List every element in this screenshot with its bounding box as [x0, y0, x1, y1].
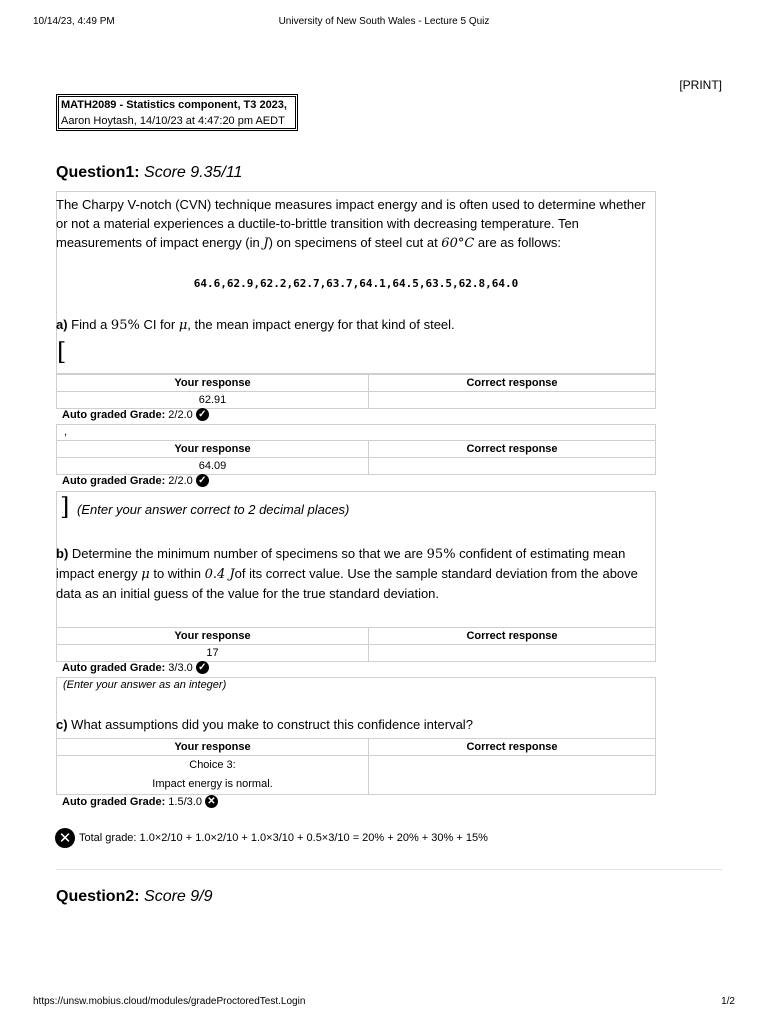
part-b-prompt: b) Determine the minimum number of specimens so that we are 95% confident of estimating mean impact energy μ to within 0.4 Jof its correct value. Use the sample standard deviation from the above data as an initial guess of the value for the true standard deviation.	[56, 546, 638, 601]
print-datetime: 10/14/23, 4:49 PM	[33, 16, 115, 27]
table-header-row	[57, 628, 656, 645]
response-table-min-n	[56, 627, 656, 662]
comma-separator: ,	[64, 426, 68, 438]
question1-heading	[56, 164, 242, 182]
total-grade-row	[55, 828, 488, 848]
total-grade-text: Total grade: 1.0×2/10 + 1.0×2/10 + 1.0×3/10 + 0.5×3/10 = 20% + 20% + 30% + 15%	[79, 832, 488, 844]
question-divider	[56, 869, 722, 870]
close-bracket: ]	[60, 493, 70, 521]
choice-text: Impact energy is normal.	[152, 778, 273, 790]
your-response-min-n: 17	[57, 645, 369, 662]
question2-heading	[56, 888, 213, 906]
table-header-row	[57, 441, 656, 458]
separator-box	[56, 424, 656, 441]
response-table-upper	[56, 440, 656, 475]
grade-row-3: Auto graded Grade: 3/3.0 ✓	[62, 661, 209, 674]
decimal-places-note: (Enter your answer correct to 2 decimal places)	[77, 502, 350, 517]
part-c-prompt: c) What assumptions did you make to construct this confidence interval?	[56, 717, 473, 732]
table-row	[57, 458, 656, 475]
x-circle-icon: ✕	[205, 795, 218, 808]
open-bracket: [	[57, 338, 67, 366]
student-attempt-info: Aaron Hoytash, 14/10/23 at 4:47:20 pm AEDT	[61, 115, 285, 127]
print-page-title: University of New South Wales - Lecture 5 Quiz	[278, 16, 490, 27]
question1-intro: The Charpy V-notch (CVN) technique measures impact energy and is often used to determine whether or not a material experiences a ductile-to-brittle transition with decreasing temperature. Ten measurements of impact energy (in J) on specimens of steel cut at 60°C are as follows:	[56, 197, 646, 251]
grade-value: 3/3.0	[168, 661, 193, 674]
table-header-row	[57, 739, 656, 756]
your-response-header: Your response	[57, 739, 369, 756]
print-page-number: 1/2	[721, 996, 735, 1007]
your-response-header: Your response	[57, 375, 369, 392]
part-a-prompt: a) Find a 95% CI for μ, the mean impact energy for that kind of steel.	[56, 317, 455, 333]
table-row	[57, 392, 656, 409]
x-circle-icon: ✕	[55, 828, 75, 848]
response-table-assumptions	[56, 738, 656, 795]
table-row	[57, 645, 656, 662]
check-circle-icon: ✓	[196, 474, 209, 487]
table-row	[57, 756, 656, 795]
grade-value: 2/2.0	[168, 408, 193, 421]
your-response-lower: 62.91	[57, 392, 369, 409]
print-link[interactable]: [PRINT]	[679, 78, 722, 92]
grade-row-1: Auto graded Grade: 2/2.0 ✓	[62, 408, 209, 421]
correct-response-header: Correct response	[369, 628, 656, 645]
your-response-assumption	[57, 756, 369, 795]
question2-score: Score 9/9	[144, 888, 213, 905]
print-footer-url: https://unsw.mobius.cloud/modules/gradeProctoredTest.Login	[33, 996, 306, 1007]
measurement-data: 64.6,62.9,62.2,62.7,63.7,64.1,64.5,63.5,62.8,64.0	[193, 277, 519, 290]
correct-response-header: Correct response	[369, 739, 656, 756]
grade-row-2: Auto graded Grade: 2/2.0 ✓	[62, 474, 209, 487]
question2-label: Question2:	[56, 888, 140, 905]
course-info-box	[56, 94, 298, 131]
correct-response-header: Correct response	[369, 441, 656, 458]
integer-note: (Enter your answer as an integer)	[63, 679, 227, 691]
grade-value: 2/2.0	[168, 474, 193, 487]
response-table-lower	[56, 374, 656, 409]
correct-response-cell	[369, 645, 656, 662]
check-circle-icon: ✓	[196, 661, 209, 674]
your-response-header: Your response	[57, 628, 369, 645]
correct-response-cell	[369, 458, 656, 475]
correct-response-header: Correct response	[369, 375, 656, 392]
question1-label: Question1:	[56, 164, 140, 181]
choice-label: Choice 3:	[189, 759, 236, 771]
table-header-row	[57, 375, 656, 392]
your-response-header: Your response	[57, 441, 369, 458]
correct-response-cell	[369, 756, 656, 795]
course-name: MATH2089 - Statistics component, T3 2023,	[61, 99, 287, 111]
correct-response-cell	[369, 392, 656, 409]
your-response-upper: 64.09	[57, 458, 369, 475]
grade-value: 1.5/3.0	[168, 795, 202, 808]
question1-score: Score 9.35/11	[144, 164, 243, 181]
grade-row-4: Auto graded Grade: 1.5/3.0 ✕	[62, 795, 218, 808]
check-circle-icon: ✓	[196, 408, 209, 421]
